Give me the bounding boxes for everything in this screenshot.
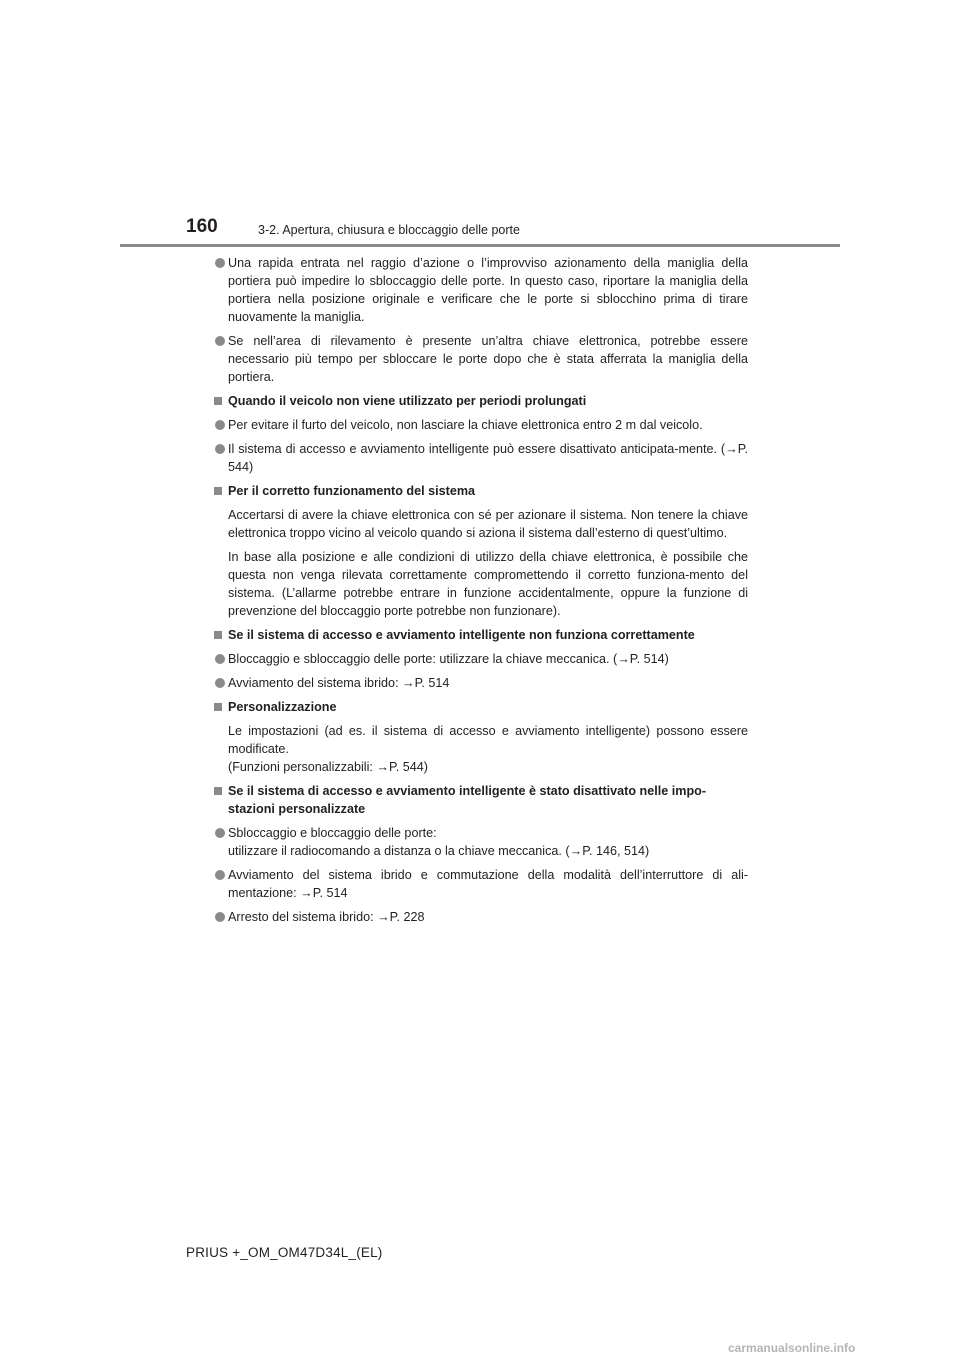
bullet-item [210, 824, 748, 860]
paragraph [210, 722, 748, 776]
header-divider [120, 244, 840, 247]
heading-text: Per il corretto funzionamento del sistema [228, 484, 476, 498]
paragraph-text: Accertarsi di avere la chiave elettronica con sé per azionare il sistema. Non tenere la chiave elettronica troppo vicino al veicolo quando si aziona il sistema dall’esterno di quest’ultimo. [228, 508, 748, 540]
bullet-text: Arresto del sistema ibrido: →P. 228 [228, 910, 425, 924]
page-content [210, 254, 748, 932]
section-heading [210, 626, 748, 644]
heading-text: Personalizzazione [228, 700, 337, 714]
section-heading [210, 782, 748, 818]
circle-bullet-icon [215, 678, 225, 688]
paragraph-text: In base alla posizione e alle condizioni di utilizzo della chiave elettronica, è possibile che questa non venga rilevata correttamente compromettendo il corretto funziona-mento del sistema. (L’allarme potrebbe entrare in funzione accidentalmente, oppure la funzione di prevenzione del bloccaggio porte potrebbe non funzionare). [228, 550, 748, 618]
bullet-item [210, 416, 748, 434]
section-heading [210, 392, 748, 410]
circle-bullet-icon [215, 258, 225, 268]
bullet-text: Bloccaggio e sbloccaggio delle porte: utilizzare la chiave meccanica. (→P. 514) [228, 652, 669, 666]
paragraph [210, 548, 748, 620]
square-bullet-icon [214, 703, 222, 711]
heading-text: Se il sistema di accesso e avviamento intelligente non funziona correttamente [228, 628, 695, 642]
square-bullet-icon [214, 487, 222, 495]
circle-bullet-icon [215, 444, 225, 454]
paragraph-text: Le impostazioni (ad es. il sistema di accesso e avviamento intelligente) possono essere modificate. (Funzioni personalizzabili: →P. 544) [228, 724, 748, 774]
watermark: carmanualsonline.info [728, 1341, 856, 1355]
heading-text: Quando il veicolo non viene utilizzato per periodi prolungati [228, 394, 587, 408]
circle-bullet-icon [215, 912, 225, 922]
bullet-text: Per evitare il furto del veicolo, non lasciare la chiave elettronica entro 2 m dal veicolo. [228, 418, 703, 432]
document-code: PRIUS +_OM_OM47D34L_(EL) [186, 1245, 383, 1260]
bullet-item [210, 254, 748, 326]
section-title: 3-2. Apertura, chiusura e bloccaggio delle porte [258, 223, 520, 237]
circle-bullet-icon [215, 654, 225, 664]
bullet-item [210, 866, 748, 902]
section-heading [210, 482, 748, 500]
bullet-item [210, 674, 748, 692]
bullet-text: Avviamento del sistema ibrido e commutazione della modalità dell’interruttore di ali-mentazione: →P. 514 [228, 868, 748, 900]
square-bullet-icon [214, 631, 222, 639]
square-bullet-icon [214, 397, 222, 405]
section-heading [210, 698, 748, 716]
bullet-item [210, 650, 748, 668]
bullet-item [210, 440, 748, 476]
circle-bullet-icon [215, 870, 225, 880]
bullet-text: Se nell’area di rilevamento è presente un’altra chiave elettronica, potrebbe essere necessario più tempo per sbloccare le porte dopo che è stata afferrata la maniglia della portiera. [228, 334, 748, 384]
bullet-item [210, 332, 748, 386]
bullet-text: Una rapida entrata nel raggio d’azione o l’improvviso azionamento della maniglia della portiera può impedire lo sbloccaggio delle porte. In questo caso, riportare la maniglia della portiera nella posizione originale e verificare che le porte si sblocchino prima di tirare nuovamente la maniglia. [228, 256, 748, 324]
bullet-text: Avviamento del sistema ibrido: →P. 514 [228, 676, 450, 690]
bullet-text: Il sistema di accesso e avviamento intelligente può essere disattivato anticipata-mente. (→P. 544) [228, 442, 748, 474]
page-number: 160 [186, 216, 218, 237]
circle-bullet-icon [215, 828, 225, 838]
circle-bullet-icon [215, 336, 225, 346]
bullet-item [210, 908, 748, 926]
square-bullet-icon [214, 787, 222, 795]
bullet-text: Sbloccaggio e bloccaggio delle porte: utilizzare il radiocomando a distanza o la chiave meccanica. (→P. 146, 514) [228, 826, 650, 858]
heading-text: Se il sistema di accesso e avviamento intelligente è stato disattivato nelle impo-stazioni personalizzate [228, 784, 707, 816]
circle-bullet-icon [215, 420, 225, 430]
paragraph [210, 506, 748, 542]
